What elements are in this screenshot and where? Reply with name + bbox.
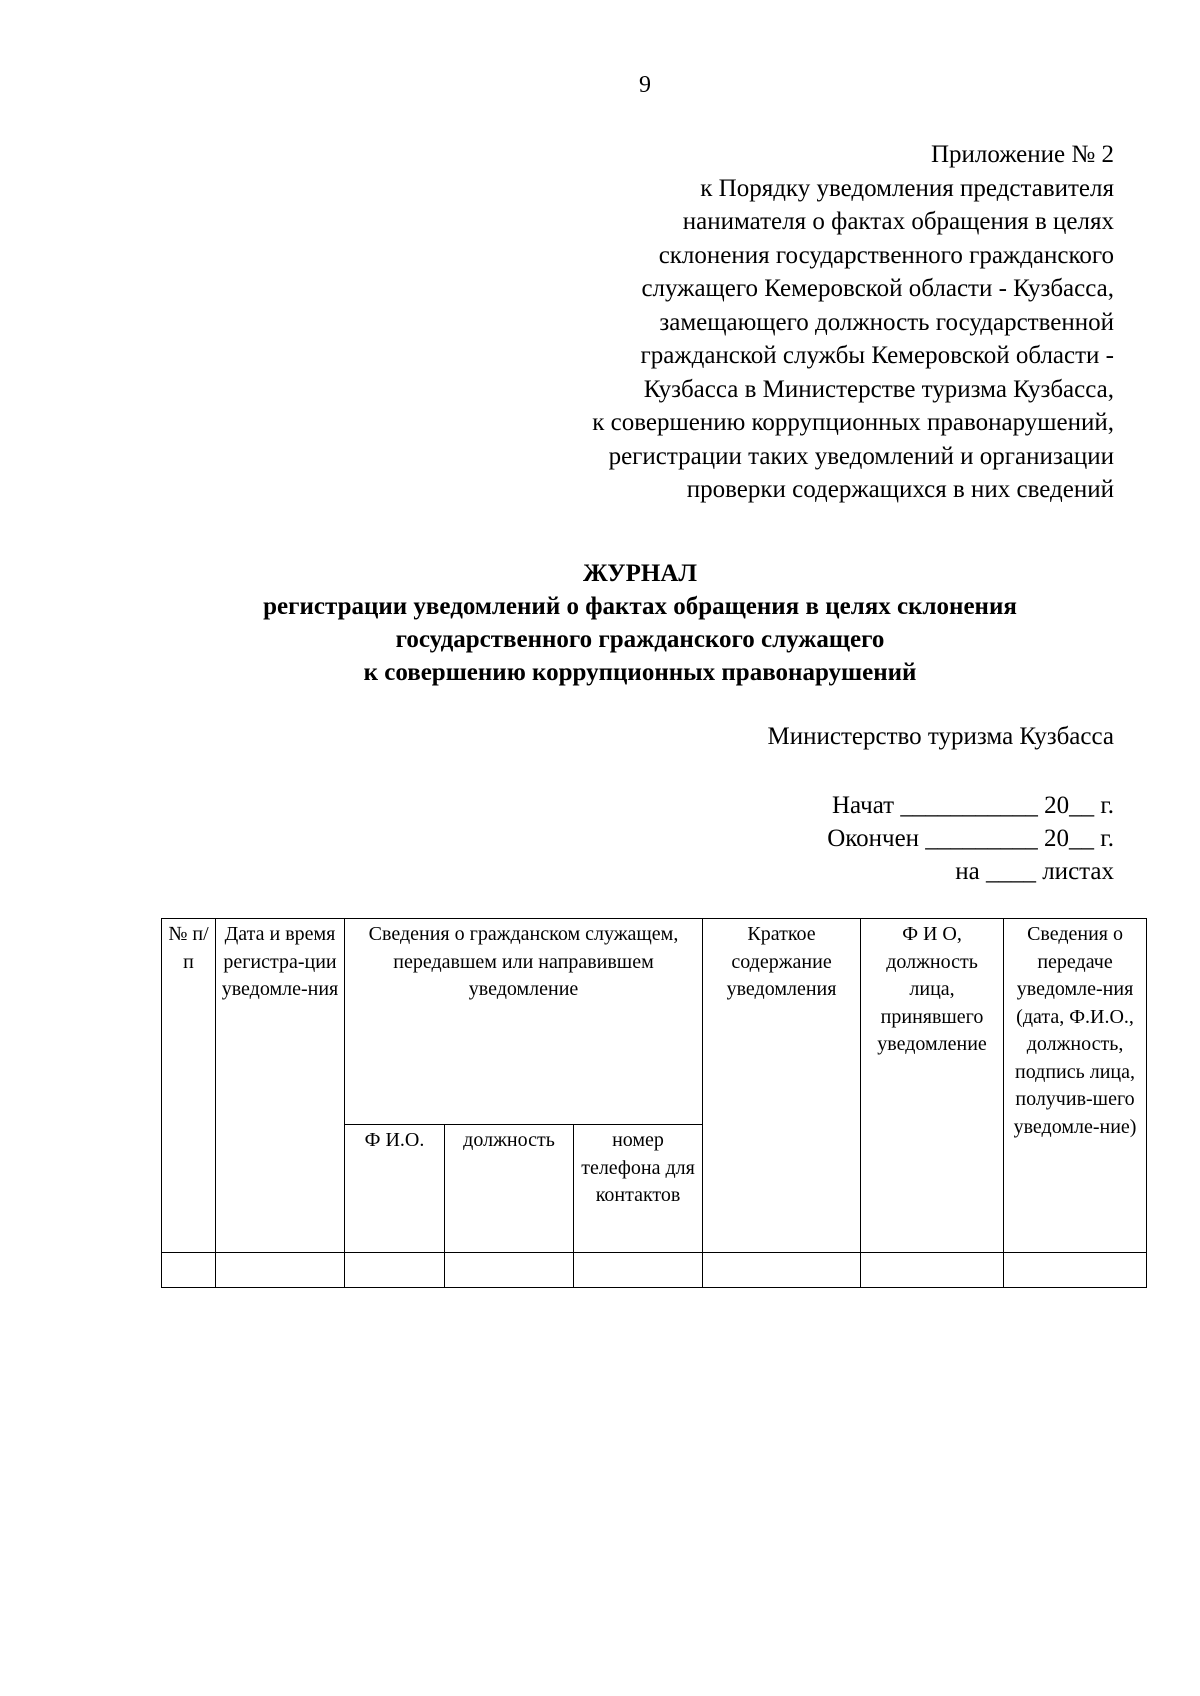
appendix-line: служащего Кемеровской области - Кузбасса,: [641, 275, 1114, 302]
header-transfer: Сведения о передаче уведомле-ния (дата, Ф.И.О., должность, подпись лица, получив-шего уведомле-ние): [1004, 919, 1147, 1253]
started-date: Начат ___________ 20__ г.: [831, 792, 1114, 819]
journal-title: [160, 557, 1120, 689]
appendix-note: [394, 138, 1114, 507]
table-cell[interactable]: [703, 1253, 861, 1288]
appendix-line: проверки содержащихся в них сведений: [686, 476, 1114, 503]
table-cell[interactable]: [216, 1253, 345, 1288]
table-cell[interactable]: [574, 1253, 703, 1288]
appendix-line: склонения государственного гражданского: [658, 241, 1114, 269]
table-cell[interactable]: [345, 1253, 445, 1288]
header-summary: Краткое содержание уведомления: [703, 919, 861, 1253]
appendix-line: замещающего должность государственной: [659, 308, 1114, 336]
header-receiver: Ф И О, должность лица, принявшего уведомление: [861, 919, 1004, 1253]
header-date-time: Дата и время регистра-ции уведомле-ния: [216, 919, 345, 1253]
table-header-row: [162, 919, 1147, 1125]
appendix-line: гражданской службы Кемеровской области -: [640, 342, 1114, 369]
appendix-line: регистрации таких уведомлений и организации: [608, 442, 1114, 470]
table-cell[interactable]: [861, 1253, 1004, 1288]
page-number: 9: [639, 72, 651, 98]
appendix-line: к совершению коррупционных правонарушений,: [592, 409, 1114, 436]
journal-subtitle-line: государственного гражданского служащего: [395, 626, 885, 653]
table-row: [162, 1253, 1147, 1288]
journal-heading: ЖУРНАЛ: [582, 560, 698, 587]
appendix-line: нанимателя о фактах обращения в целях: [682, 208, 1114, 235]
organization-name: Министерство туризма Кузбасса: [767, 723, 1114, 750]
header-number: № п/п: [162, 919, 216, 1253]
table-cell[interactable]: [162, 1253, 216, 1288]
table-cell[interactable]: [445, 1253, 574, 1288]
subheader-fio: Ф И.О.: [345, 1125, 445, 1253]
subheader-position: должность: [445, 1125, 574, 1253]
journal-subtitle-line: к совершению коррупционных правонарушений: [363, 659, 917, 686]
appendix-line: Кузбасса в Министерстве туризма Кузбасса,: [643, 375, 1114, 403]
appendix-line: Приложение № 2: [930, 141, 1114, 168]
header-servant-info: Сведения о гражданском служащем, передавшем или направившем уведомление: [345, 919, 703, 1125]
ended-date: Окончен _________ 20__ г.: [827, 825, 1114, 852]
registration-table: [161, 918, 1147, 1288]
journal-dates: [827, 789, 1114, 888]
journal-subtitle-line: регистрации уведомлений о фактах обращения в целях склонения: [263, 593, 1017, 620]
table-cell[interactable]: [1004, 1253, 1147, 1288]
appendix-line: к Порядку уведомления представителя: [700, 174, 1114, 202]
subheader-phone: номер телефона для контактов: [574, 1125, 703, 1253]
sheet-count: на ____ листах: [955, 858, 1114, 885]
